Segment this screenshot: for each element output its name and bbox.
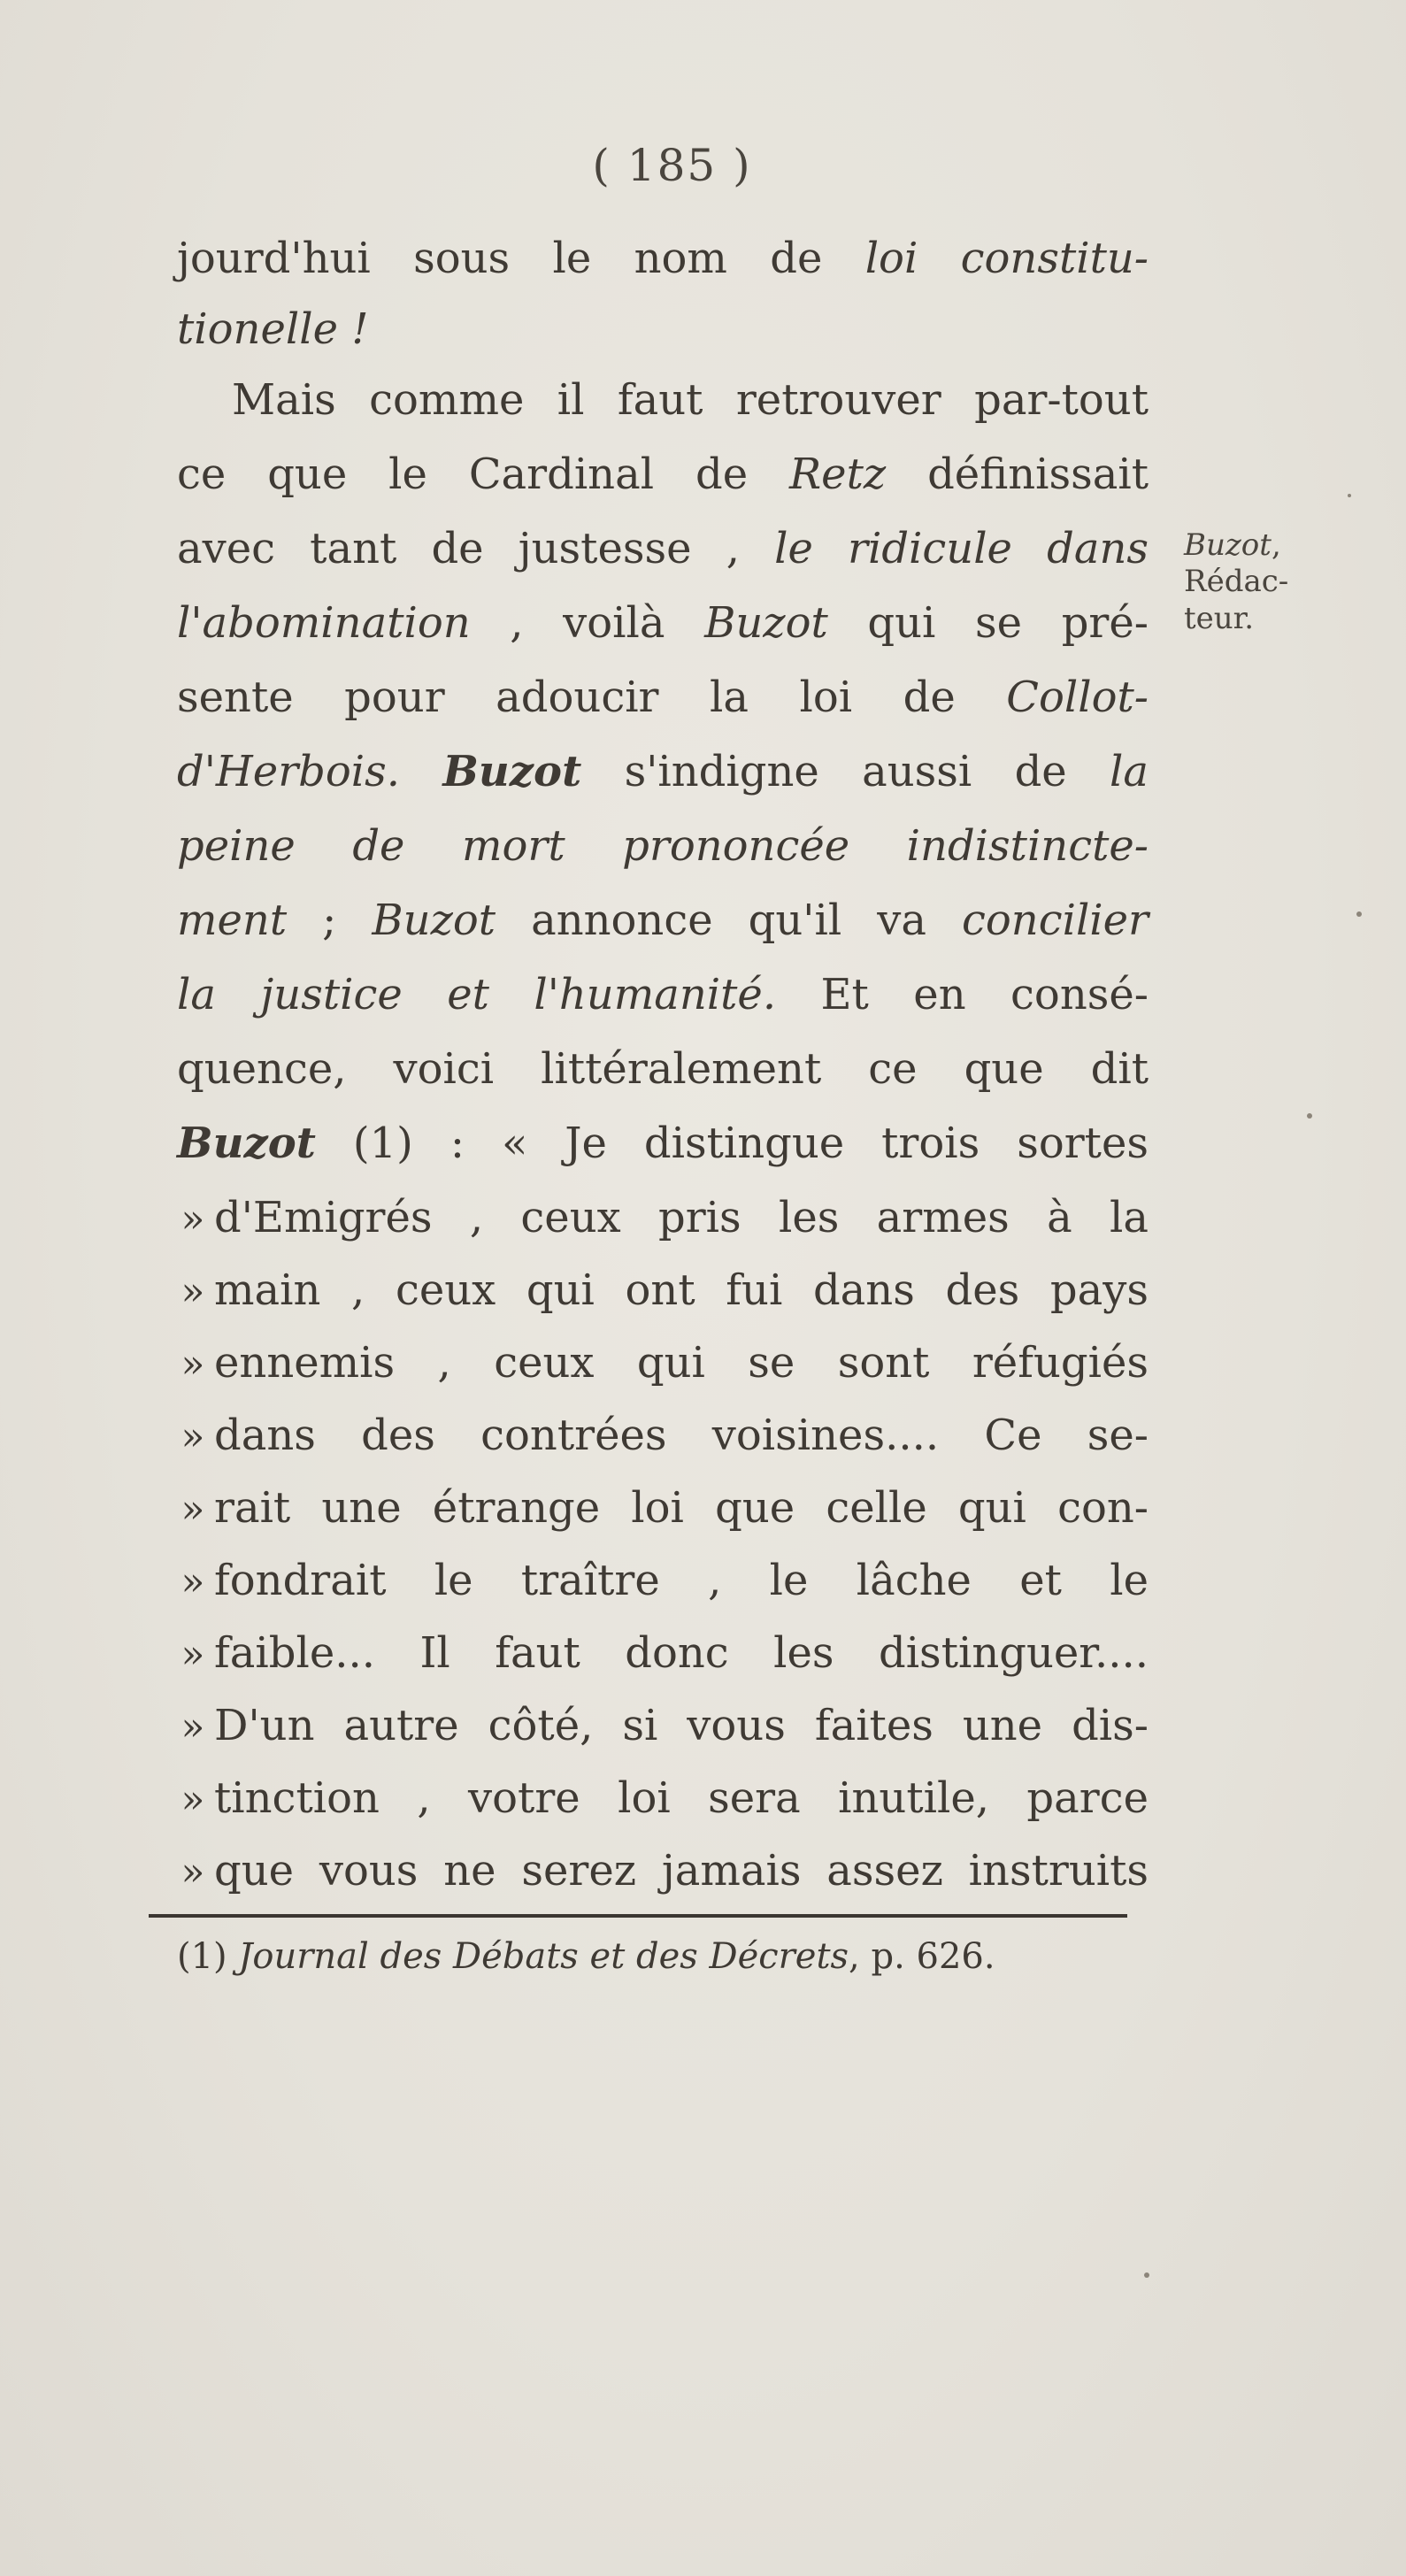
text-line: la justice et l'humanité. Et en consé- [177,970,1149,1019]
text-line: sente pour adoucir la loi de Collot- [177,673,1149,722]
text-line: rait une étrange loi que celle qui con- [214,1483,1149,1533]
text-line: fondrait le traître , le lâche et le [214,1556,1149,1605]
quote-mark: » [181,1414,205,1459]
text-line: faible... Il faut donc les distinguer.... [214,1628,1149,1678]
text-line: ennemis , ceux qui se sont réfugiés [214,1338,1149,1388]
quote-mark: » [181,1487,205,1532]
quote-mark: » [181,1269,205,1314]
text-line: D'un autre côté, si vous faites une dis- [214,1701,1149,1750]
paper-speck [1307,1113,1312,1119]
footnote-divider [149,1914,1127,1918]
paper-speck [1144,2272,1149,2278]
text-line: ce que le Cardinal de Retz définissait [177,450,1149,499]
text-line: que vous ne serez jamais assez instruits [214,1846,1149,1895]
text-line: tinction , votre loi sera inutile, parce [214,1773,1149,1823]
page-number: ( 185 ) [592,140,752,191]
quote-mark: » [181,1196,205,1242]
text-line: dans des contrées voisines.... Ce se- [214,1411,1149,1460]
text-line: Mais comme il faut retrouver par-tout [232,375,1149,425]
quote-mark: » [181,1559,205,1604]
text-line: quence, voici littéralement ce que dit [177,1044,1149,1094]
quote-mark: » [181,1632,205,1677]
text-line: peine de mort prononcée indistincte- [177,821,1149,871]
margin-note: Buzot, Rédac- teur. [1184,527,1289,636]
text-line: jourd'hui sous le nom de loi constitu- [177,234,1149,283]
paper-speck [1348,494,1351,497]
text-line: Buzot (1) : « Je distingue trois sortes [177,1119,1149,1168]
paper-speck [1356,911,1362,917]
page-header [0,140,1406,191]
quote-mark: » [181,1342,205,1387]
footnote: (1) Journal des Débats et des Décrets, p. 626. [177,1936,995,1977]
text-line: l'abomination , voilà Buzot qui se pré- [177,598,1149,648]
text-line: ment ; Buzot annonce qu'il va concilier [177,896,1149,945]
text-line: d'Emigrés , ceux pris les armes à la [214,1193,1149,1242]
text-line: tionelle ! [177,304,369,354]
text-line: d'Herbois. Buzot s'indigne aussi de la [177,747,1149,796]
quote-mark: » [181,1777,205,1822]
text-line: avec tant de justesse , le ridicule dans [177,524,1149,573]
text-line: main , ceux qui ont fui dans des pays [214,1265,1149,1315]
quote-mark: » [181,1704,205,1749]
quote-mark: » [181,1849,205,1895]
